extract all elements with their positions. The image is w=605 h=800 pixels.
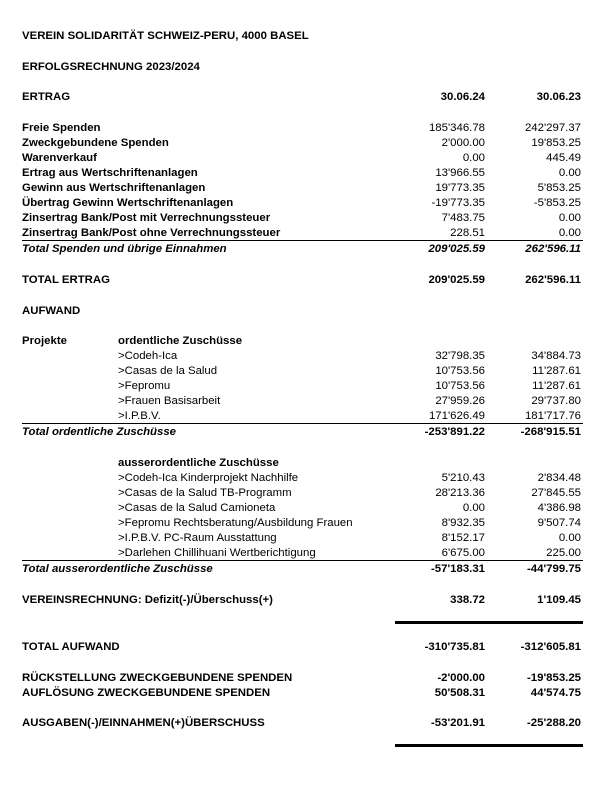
column-header-2024: 30.06.24 bbox=[440, 91, 485, 103]
total-aufwand-value-2024: -310'735.81 bbox=[424, 641, 485, 653]
ertrag-row-value-2023: 0.00 bbox=[558, 212, 581, 224]
ertrag-row-label: Gewinn aus Wertschriftenanlagen bbox=[22, 182, 206, 194]
ertrag-row-label: Freie Spenden bbox=[22, 122, 101, 134]
ordentlich-total-value-2024: -253'891.22 bbox=[424, 426, 485, 438]
ausserordentlich-row-label: >Codeh-Ica Kinderprojekt Nachhilfe bbox=[118, 472, 299, 484]
organization-name: VEREIN SOLIDARITÄT SCHWEIZ-PERU, 4000 BASEL bbox=[22, 30, 309, 42]
ertrag-row-value-2023: -5'853.25 bbox=[533, 197, 581, 209]
ordentliche-heading: ordentliche Zuschüsse bbox=[118, 335, 243, 347]
ordentlich-row-label: >Casas de la Salud bbox=[118, 365, 218, 377]
ertrag-row-value-2024: 19'773.35 bbox=[435, 182, 485, 194]
ausserordentlich-row-value-2024: 6'675.00 bbox=[441, 547, 485, 559]
rueckstellung-value-2024: -2'000.00 bbox=[437, 672, 485, 684]
ertrag-subtotal-value-2024: 209'025.59 bbox=[428, 243, 485, 255]
ordentlich-row-value-2023: 29'737.80 bbox=[531, 395, 581, 407]
ordentlich-row-value-2024: 171'626.49 bbox=[428, 410, 485, 422]
ertrag-total-rule bbox=[22, 240, 583, 241]
total-aufwand-rule bbox=[395, 621, 583, 624]
ordentlich-row-label: >Fepromu bbox=[118, 380, 171, 392]
rueckstellung-label: RÜCKSTELLUNG ZWECKGEBUNDENE SPENDEN bbox=[22, 672, 293, 684]
ertrag-row-value-2023: 242'297.37 bbox=[524, 122, 581, 134]
ertrag-row-value-2023: 19'853.25 bbox=[531, 137, 581, 149]
ordentlich-total-label: Total ordentliche Zuschüsse bbox=[22, 426, 177, 438]
aufwand-heading: AUFWAND bbox=[22, 305, 81, 317]
ertrag-row-value-2023: 445.49 bbox=[546, 152, 581, 164]
ausserordentlich-row-value-2023: 0.00 bbox=[558, 532, 581, 544]
ausserordentlich-row-value-2023: 225.00 bbox=[546, 547, 581, 559]
projekte-label: Projekte bbox=[22, 335, 67, 347]
ertrag-row-value-2024: 13'966.55 bbox=[435, 167, 485, 179]
ergebnis-value-2023: -25'288.20 bbox=[526, 717, 581, 729]
ausserordentlich-row-label: >Fepromu Rechtsberatung/Ausbildung Frauen bbox=[118, 517, 353, 529]
ertrag-row-value-2023: 0.00 bbox=[558, 227, 581, 239]
ertrag-row-value-2024: 228.51 bbox=[450, 227, 485, 239]
ausserordentlich-total-label: Total ausserordentliche Zuschüsse bbox=[22, 563, 213, 575]
ertrag-row-value-2024: 185'346.78 bbox=[428, 122, 485, 134]
ausserordentlich-total-value-2023: -44'799.75 bbox=[526, 563, 581, 575]
aufloesung-value-2023: 44'574.75 bbox=[530, 687, 581, 699]
ausserordentlich-row-label: >Casas de la Salud TB-Programm bbox=[118, 487, 292, 499]
ordentlich-row-label: >Codeh-Ica bbox=[118, 350, 178, 362]
ertrag-subtotal-value-2023: 262'596.11 bbox=[525, 243, 581, 255]
ordentlich-row-value-2023: 11'287.61 bbox=[532, 380, 581, 392]
ausserordentlich-row-value-2024: 28'213.36 bbox=[435, 487, 485, 499]
ertrag-row-label: Zinsertrag Bank/Post ohne Verrechnungssteuer bbox=[22, 227, 281, 239]
ertrag-row-label: Warenverkauf bbox=[22, 152, 97, 164]
ertrag-row-label: Zweckgebundene Spenden bbox=[22, 137, 169, 149]
ertrag-row-value-2024: 0.00 bbox=[462, 152, 485, 164]
ertrag-heading: ERTRAG bbox=[22, 91, 71, 103]
ordentlich-total-rule bbox=[22, 423, 583, 424]
ausserordentlich-row-value-2024: 5'210.43 bbox=[441, 472, 485, 484]
vereinsrechnung-value-2024: 338.72 bbox=[450, 594, 485, 606]
ertrag-row-value-2024: 2'000.00 bbox=[441, 137, 485, 149]
ordentlich-row-value-2024: 27'959.26 bbox=[435, 395, 485, 407]
ausserordentlich-total-rule bbox=[22, 560, 583, 561]
ausserordentlich-row-label: >I.P.B.V. PC-Raum Ausstattung bbox=[118, 532, 277, 544]
vereinsrechnung-label: VEREINSRECHNUNG: Defizit(-)/Überschuss(+) bbox=[22, 594, 273, 606]
ordentlich-row-label: >Frauen Basisarbeit bbox=[118, 395, 221, 407]
ordentlich-row-label: >I.P.B.V. bbox=[118, 410, 161, 422]
final-rule bbox=[395, 744, 583, 747]
ertrag-row-label: Ertrag aus Wertschriftenanlagen bbox=[22, 167, 198, 179]
ausserordentlich-row-value-2023: 4'386.98 bbox=[537, 502, 581, 514]
ertrag-row-value-2024: 7'483.75 bbox=[441, 212, 485, 224]
total-aufwand-label: TOTAL AUFWAND bbox=[22, 641, 120, 653]
ertrag-row-value-2024: -19'773.35 bbox=[431, 197, 485, 209]
ausserordentlich-row-value-2024: 8'932.35 bbox=[441, 517, 485, 529]
total-aufwand-value-2023: -312'605.81 bbox=[520, 641, 581, 653]
ertrag-row-label: Zinsertrag Bank/Post mit Verrechnungssteuer bbox=[22, 212, 271, 224]
total-ertrag-label: TOTAL ERTRAG bbox=[22, 274, 110, 286]
ertrag-row-value-2023: 5'853.25 bbox=[537, 182, 581, 194]
ergebnis-value-2024: -53'201.91 bbox=[430, 717, 485, 729]
ordentlich-total-value-2023: -268'915.51 bbox=[520, 426, 581, 438]
ausserordentliche-heading: ausserordentliche Zuschüsse bbox=[118, 457, 279, 469]
total-ertrag-value-2024: 209'025.59 bbox=[428, 274, 485, 286]
ordentlich-row-value-2024: 32'798.35 bbox=[435, 350, 485, 362]
ausserordentlich-row-value-2024: 8'152.17 bbox=[441, 532, 485, 544]
rueckstellung-value-2023: -19'853.25 bbox=[526, 672, 581, 684]
ordentlich-row-value-2024: 10'753.56 bbox=[435, 365, 485, 377]
ergebnis-label: AUSGABEN(-)/EINNAHMEN(+)ÜBERSCHUSS bbox=[22, 717, 265, 729]
ausserordentlich-row-value-2024: 0.00 bbox=[462, 502, 485, 514]
ertrag-row-label: Übertrag Gewinn Wertschriftenanlagen bbox=[22, 197, 234, 209]
ertrag-subtotal-label: Total Spenden und übrige Einnahmen bbox=[22, 243, 227, 255]
ausserordentlich-row-label: >Casas de la Salud Camioneta bbox=[118, 502, 276, 514]
total-ertrag-value-2023: 262'596.11 bbox=[525, 274, 581, 286]
document-title: ERFOLGSRECHNUNG 2023/2024 bbox=[22, 61, 200, 73]
ausserordentlich-row-value-2023: 27'845.55 bbox=[531, 487, 581, 499]
ordentlich-row-value-2024: 10'753.56 bbox=[435, 380, 485, 392]
ordentlich-row-value-2023: 34'884.73 bbox=[531, 350, 581, 362]
ordentlich-row-value-2023: 11'287.61 bbox=[532, 365, 581, 377]
vereinsrechnung-value-2023: 1'109.45 bbox=[537, 594, 581, 606]
ausserordentlich-total-value-2024: -57'183.31 bbox=[430, 563, 485, 575]
ordentlich-row-value-2023: 181'717.76 bbox=[524, 410, 581, 422]
aufloesung-label: AUFLÖSUNG ZWECKGEBUNDENE SPENDEN bbox=[22, 687, 271, 699]
column-header-2023: 30.06.23 bbox=[536, 91, 581, 103]
ausserordentlich-row-value-2023: 2'834.48 bbox=[537, 472, 581, 484]
aufloesung-value-2024: 50'508.31 bbox=[434, 687, 485, 699]
ausserordentlich-row-label: >Darlehen Chillihuani Wertberichtigung bbox=[118, 547, 316, 559]
ausserordentlich-row-value-2023: 9'507.74 bbox=[537, 517, 581, 529]
ertrag-row-value-2023: 0.00 bbox=[558, 167, 581, 179]
